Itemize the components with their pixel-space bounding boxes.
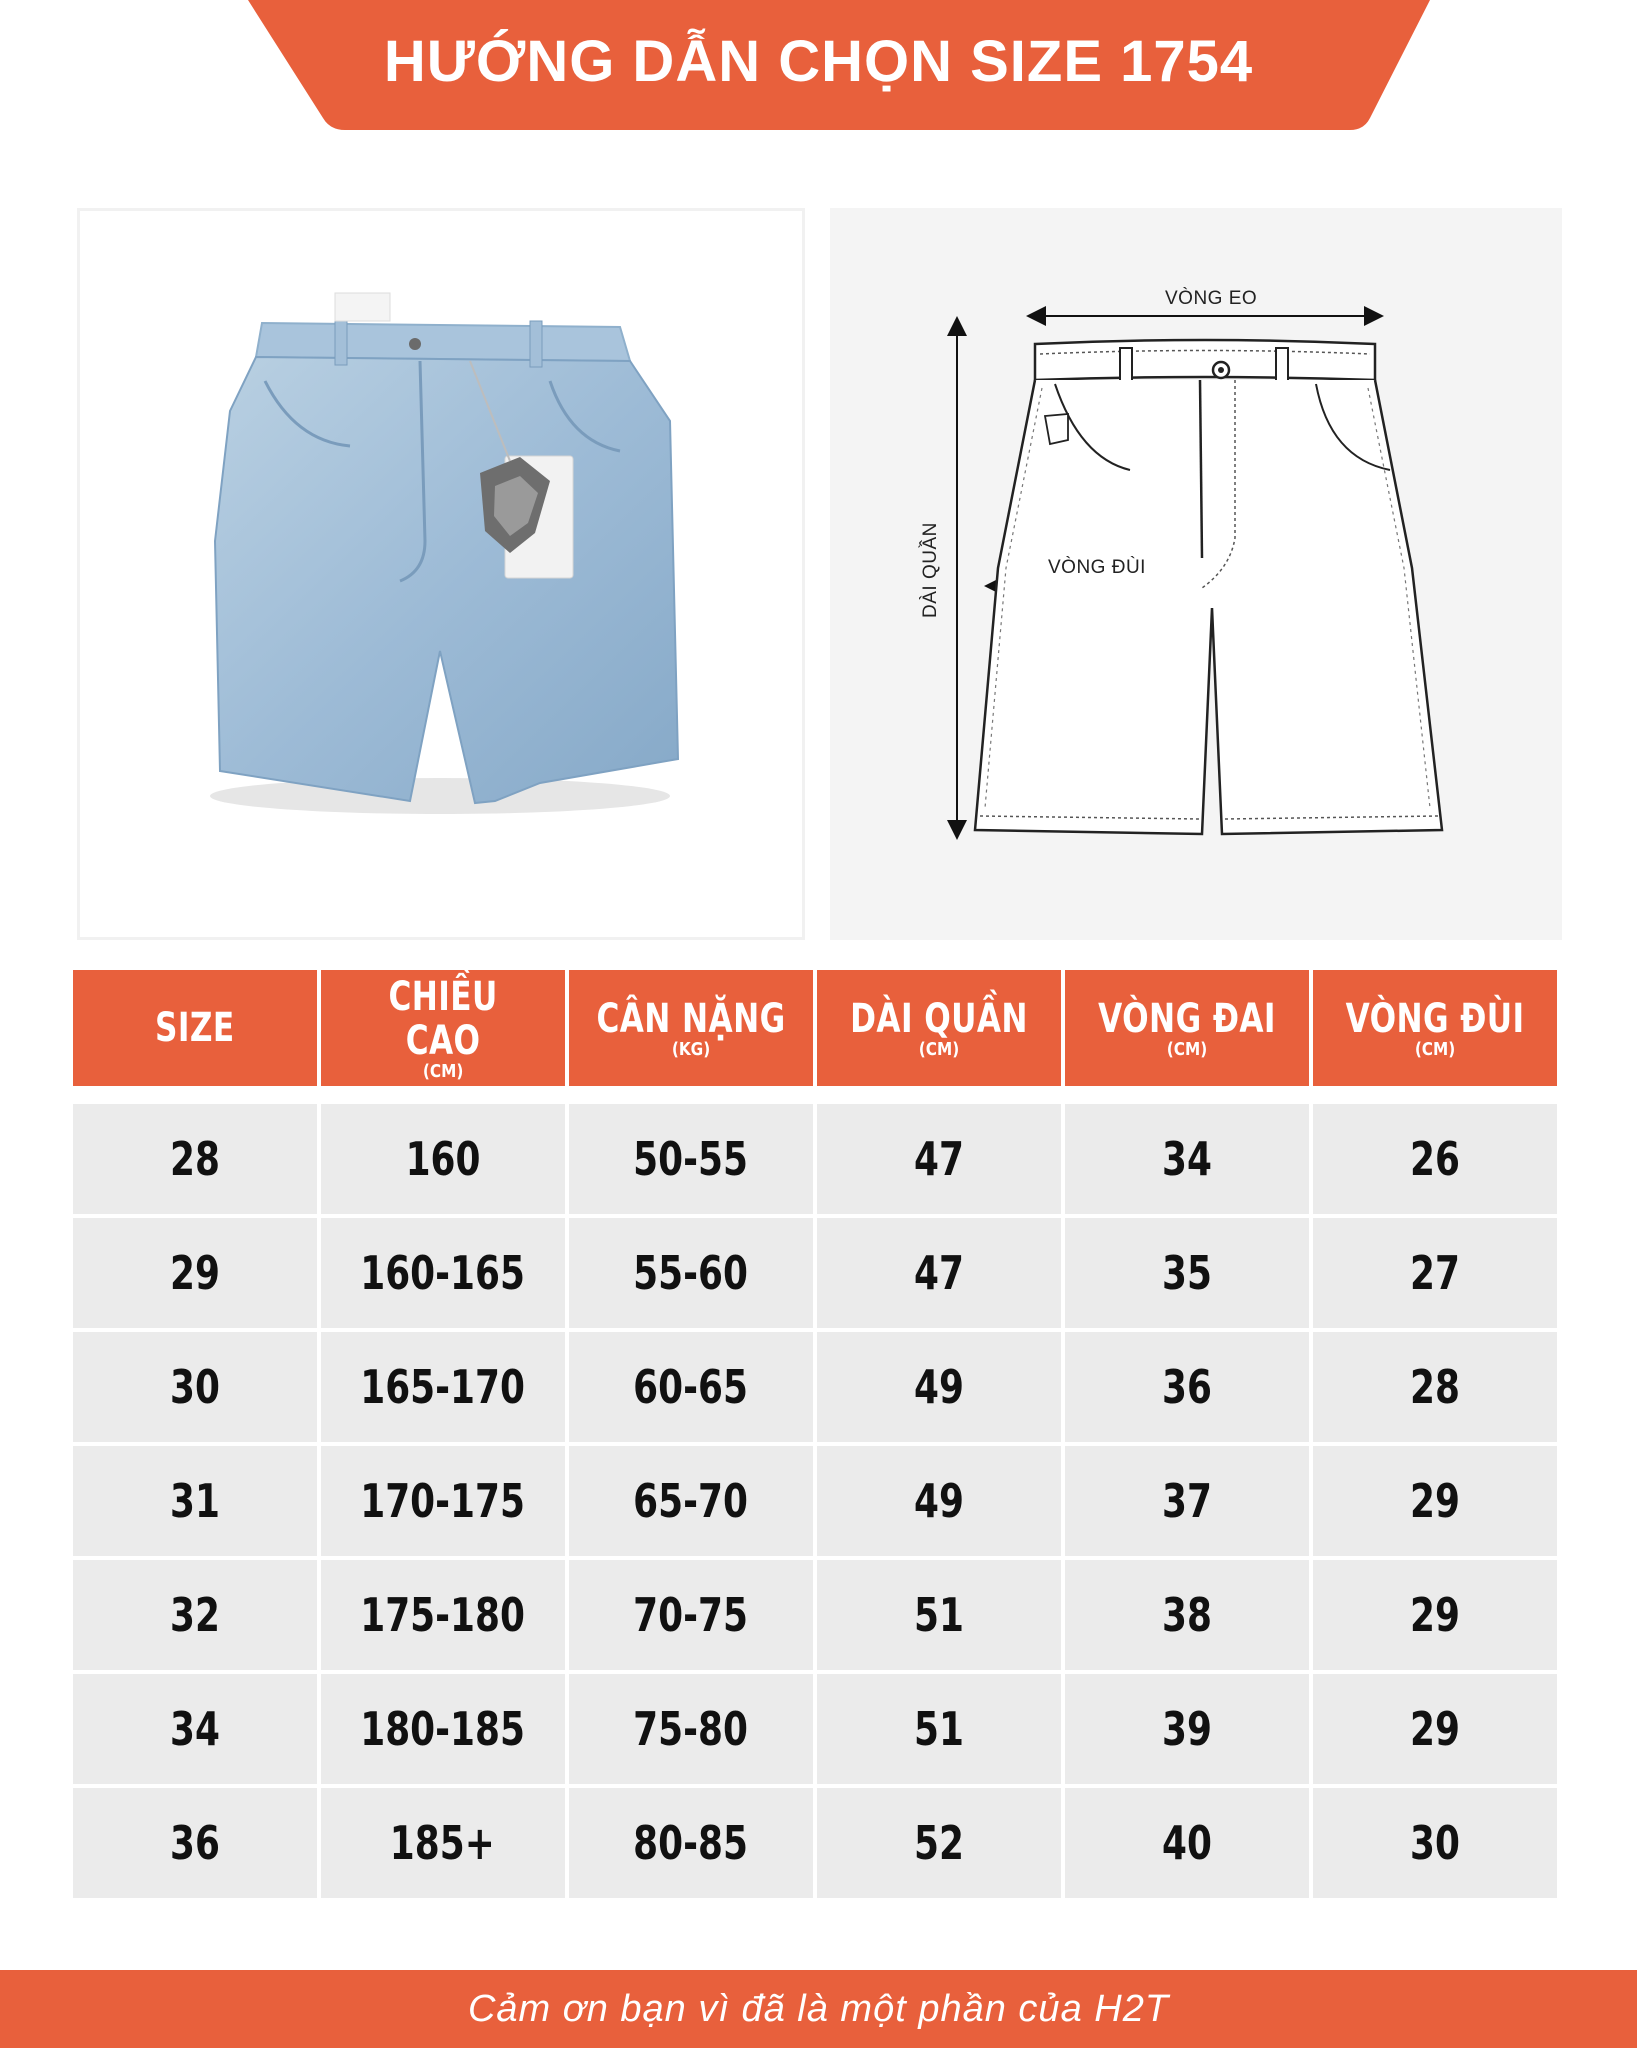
column-header-waist xyxy=(1065,970,1309,1086)
footer-banner xyxy=(0,1970,1637,2048)
column-header-length xyxy=(817,970,1061,1086)
table-row xyxy=(73,1788,1557,1898)
column-header-label: SIZE xyxy=(154,1005,235,1051)
size-table xyxy=(69,966,1561,1902)
table-spacer xyxy=(73,1090,1557,1100)
cell-weight: 55-60 xyxy=(569,1218,813,1328)
column-header-label: CHIỀU CAO xyxy=(388,974,498,1064)
header-banner xyxy=(0,0,1637,132)
cell-height: 180-185 xyxy=(321,1674,565,1784)
cell-waist: 39 xyxy=(1065,1674,1309,1784)
cell-length: 49 xyxy=(817,1332,1061,1442)
cell-thigh: 30 xyxy=(1313,1788,1557,1898)
product-photo-panel xyxy=(77,208,805,940)
cell-thigh: 26 xyxy=(1313,1104,1557,1214)
cell-size: 31 xyxy=(73,1446,317,1556)
cell-size: 34 xyxy=(73,1674,317,1784)
column-header-weight xyxy=(569,970,813,1086)
cell-waist: 37 xyxy=(1065,1446,1309,1556)
cell-waist: 34 xyxy=(1065,1104,1309,1214)
column-header-height xyxy=(321,970,565,1086)
cell-height: 170-175 xyxy=(321,1446,565,1556)
column-header-label: VÒNG ĐÙI xyxy=(1345,996,1525,1042)
table-row xyxy=(73,1104,1557,1214)
cell-height: 175-180 xyxy=(321,1560,565,1670)
cell-thigh: 29 xyxy=(1313,1560,1557,1670)
column-header-unit: (CM) xyxy=(1166,1039,1208,1060)
cell-thigh: 29 xyxy=(1313,1674,1557,1784)
cell-weight: 80-85 xyxy=(569,1788,813,1898)
table-row xyxy=(73,1560,1557,1670)
cell-size: 29 xyxy=(73,1218,317,1328)
table-row xyxy=(73,1218,1557,1328)
page-title: HƯỚNG DẪN CHỌN SIZE 1754 xyxy=(383,29,1254,94)
cell-waist: 40 xyxy=(1065,1788,1309,1898)
cell-weight: 50-55 xyxy=(569,1104,813,1214)
cell-thigh: 28 xyxy=(1313,1332,1557,1442)
length-label: DÀI QUẦN xyxy=(920,522,941,618)
cell-length: 51 xyxy=(817,1674,1061,1784)
cell-weight: 60-65 xyxy=(569,1332,813,1442)
cell-waist: 38 xyxy=(1065,1560,1309,1670)
column-header-unit: (CM) xyxy=(1414,1039,1456,1060)
column-header-label: VÒNG ĐAI xyxy=(1098,996,1276,1042)
denim-shorts-photo-icon xyxy=(80,211,802,937)
cell-length: 47 xyxy=(817,1218,1061,1328)
cell-height: 165-170 xyxy=(321,1332,565,1442)
table-row xyxy=(73,1674,1557,1784)
table-row xyxy=(73,1332,1557,1442)
measurement-diagram-panel xyxy=(830,208,1562,940)
column-header-label: DÀI QUẦN xyxy=(849,996,1028,1042)
column-header-label: CÂN NẶNG xyxy=(596,996,786,1042)
footer-thank-you-text: Cảm ơn bạn vì đã là một phần của H2T xyxy=(467,1988,1170,2030)
cell-size: 30 xyxy=(73,1332,317,1442)
thigh-label: VÒNG ĐÙI xyxy=(1048,557,1146,578)
cell-size: 32 xyxy=(73,1560,317,1670)
cell-length: 52 xyxy=(817,1788,1061,1898)
cell-waist: 36 xyxy=(1065,1332,1309,1442)
cell-height: 160-165 xyxy=(321,1218,565,1328)
column-header-size xyxy=(73,970,317,1086)
cell-length: 47 xyxy=(817,1104,1061,1214)
cell-weight: 75-80 xyxy=(569,1674,813,1784)
cell-height: 185+ xyxy=(321,1788,565,1898)
table-row xyxy=(73,1446,1557,1556)
column-header-unit: (KG) xyxy=(671,1039,710,1060)
cell-size: 28 xyxy=(73,1104,317,1214)
cell-waist: 35 xyxy=(1065,1218,1309,1328)
cell-thigh: 27 xyxy=(1313,1218,1557,1328)
cell-weight: 65-70 xyxy=(569,1446,813,1556)
cell-length: 51 xyxy=(817,1560,1061,1670)
column-header-thigh xyxy=(1313,970,1557,1086)
cell-length: 49 xyxy=(817,1446,1061,1556)
cell-height: 160 xyxy=(321,1104,565,1214)
size-table-header-row xyxy=(73,970,1557,1086)
cell-weight: 70-75 xyxy=(569,1560,813,1670)
column-header-unit: (CM) xyxy=(422,1061,463,1082)
cell-thigh: 29 xyxy=(1313,1446,1557,1556)
cell-size: 36 xyxy=(73,1788,317,1898)
waist-label: VÒNG EO xyxy=(1165,288,1258,309)
column-header-unit: (CM) xyxy=(918,1039,960,1060)
